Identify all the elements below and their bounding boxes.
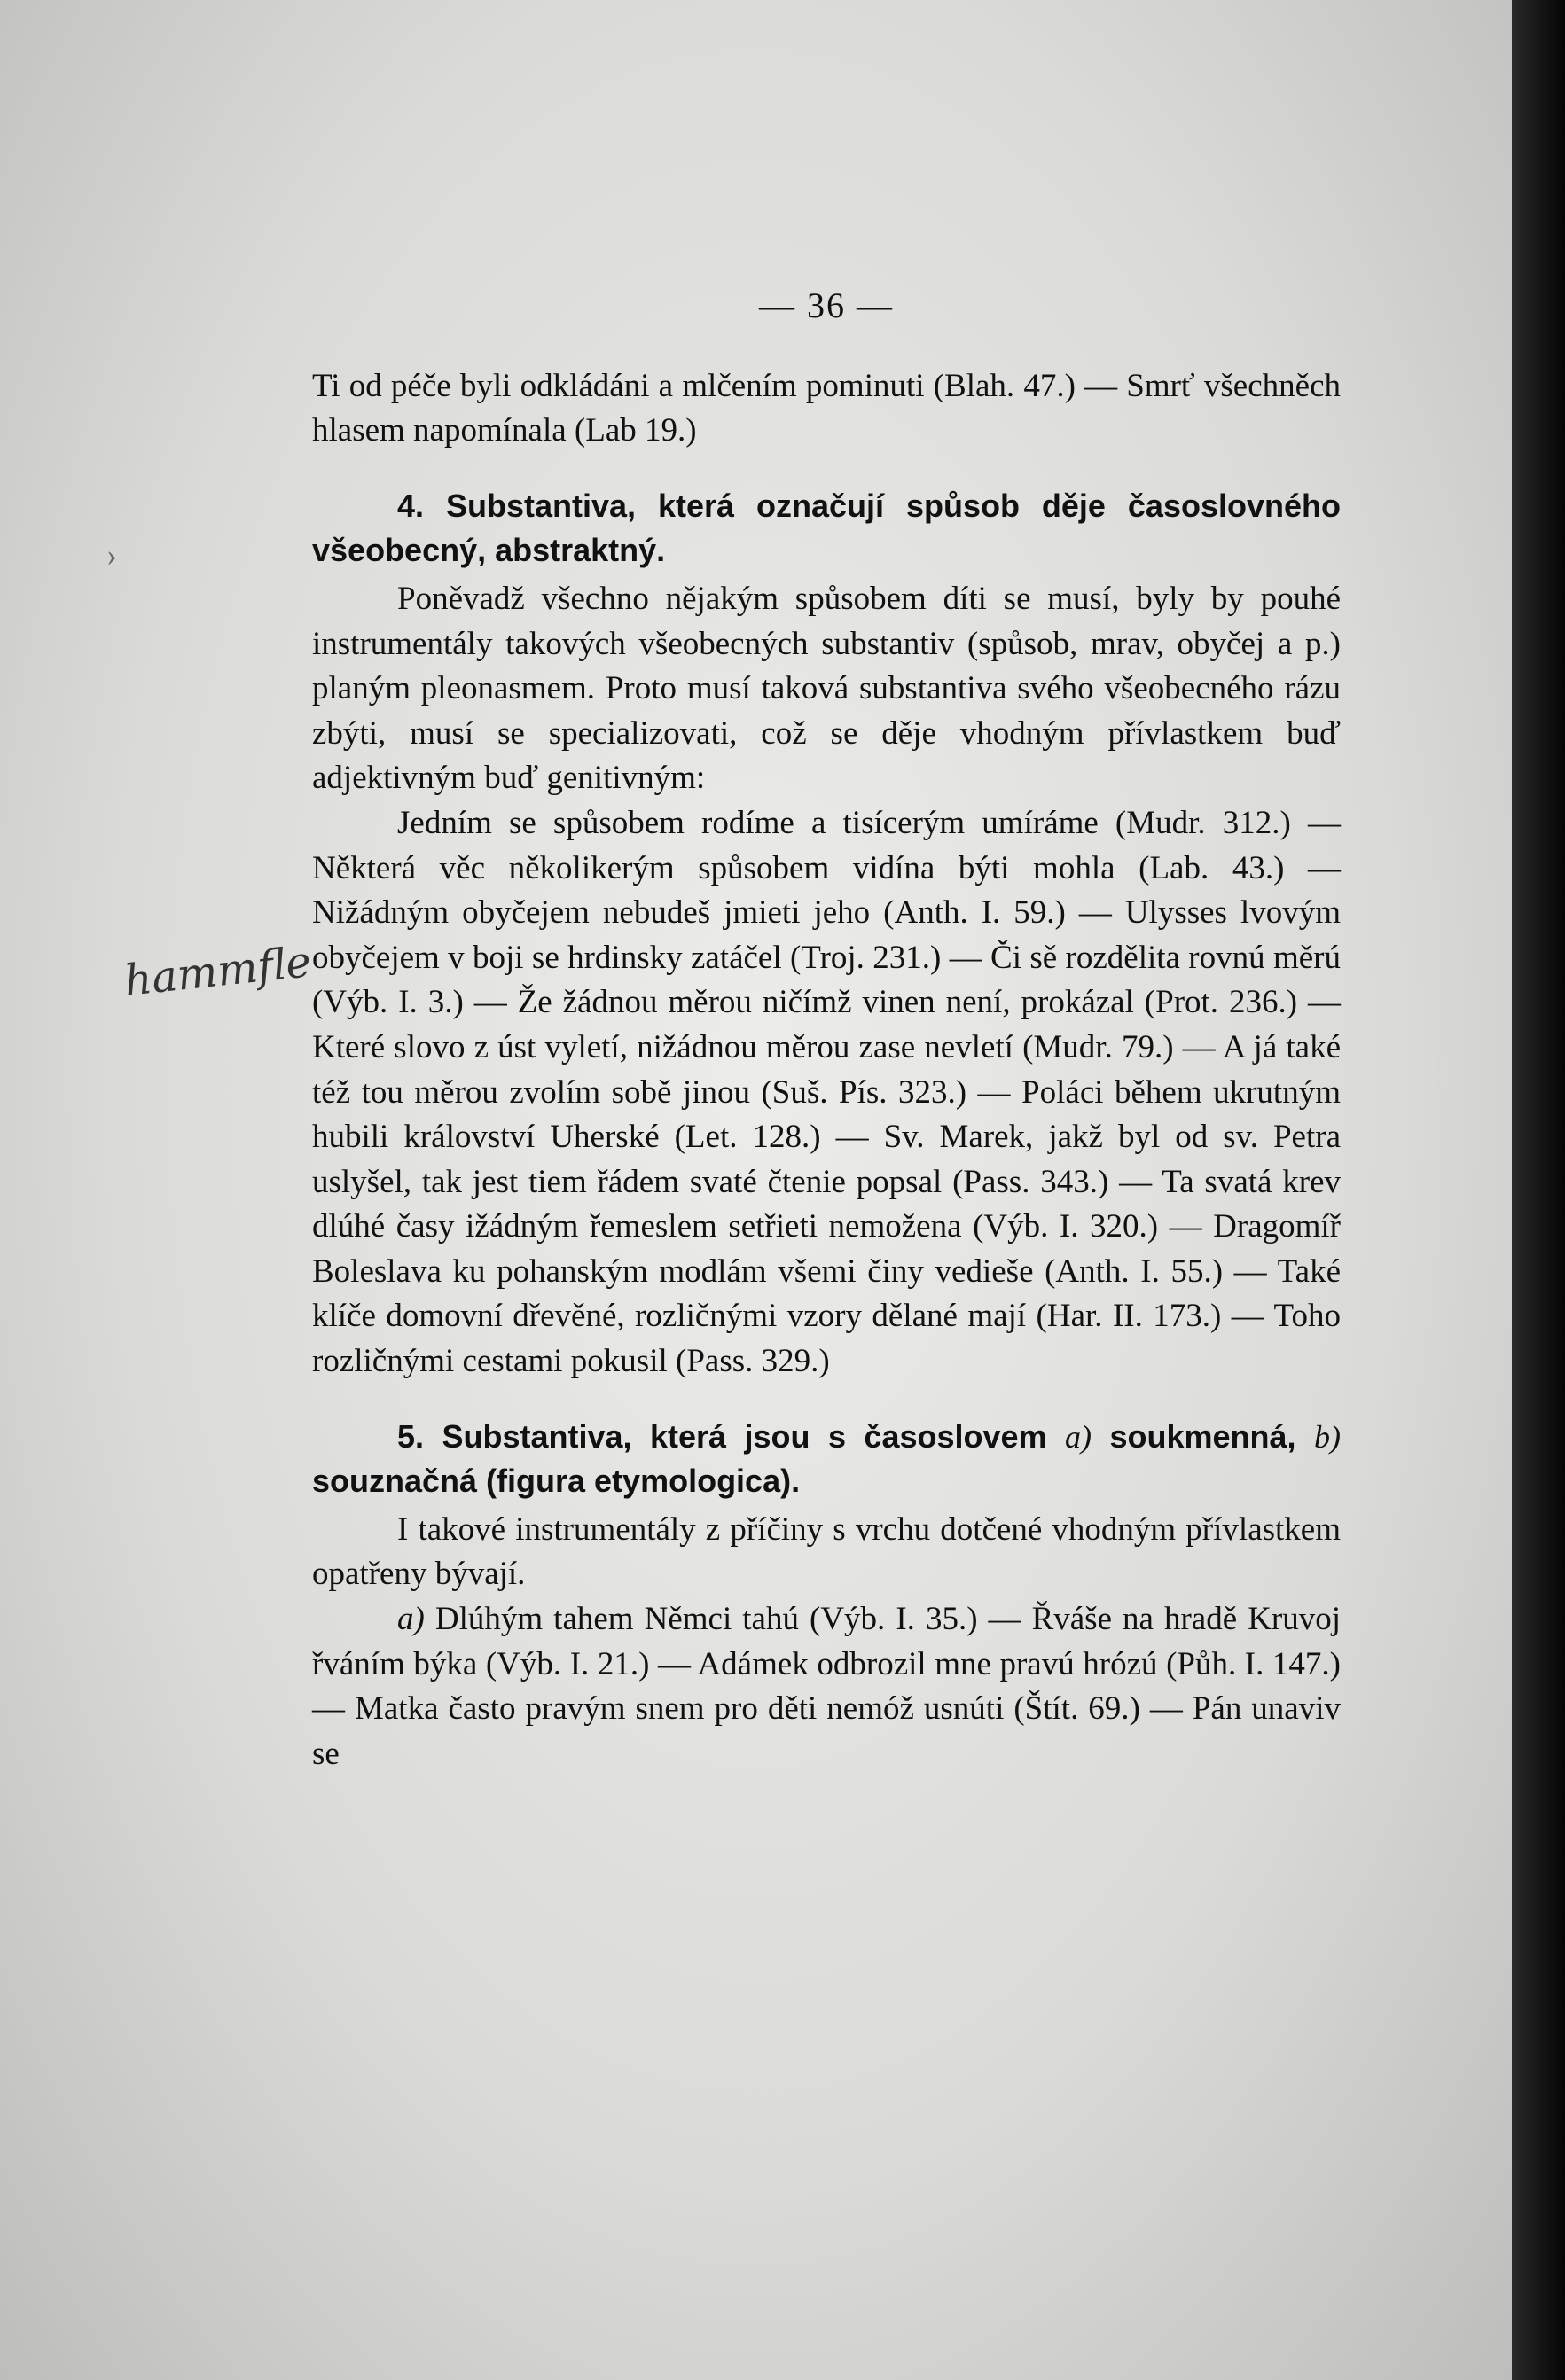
section-title: Substantiva, která označují spůsob děje časoslovného všeobecný, abstraktný. (312, 487, 1341, 569)
text-block (312, 284, 1341, 1776)
section-title-part-c: souznačná (figura etymologica). (312, 1463, 801, 1500)
handwritten-margin-note: hammfle (121, 937, 314, 1006)
paragraph-5-text: Dlúhým tahem Němci tahú (Výb. I. 35.) — Řváše na hradě Kruvoj řváním býka (Výb. I. 21.) — Adámek odbrozil mne pravú hrózú (Půh. I. 147.) — Matka často pravým snem pro děti nemóž usnúti (Štít. 69.) — Pán unaviv se (312, 1601, 1342, 1772)
section-number: 5. (397, 1417, 425, 1455)
section-title-part-b: soukmenná, (1109, 1417, 1296, 1455)
paragraph-3-examples: Jedním se spůsobem rodíme a tisícerým umíráme (Mudr. 312.) — Některá věc několikerým spůsobem vidína býti mohla (Lab. 43.) — Nižádným obyčejem nebudeš jmieti jeho (Anth. I. 59.) — Ulysses lvovým obyčejem v boji se hrdinsky zatáčel (Troj. 231.) — Či sě rozdělita rovnú měrú (Výb. I. 3.) — Že žádnou měrou ničímž vinen není, prokázal (Prot. 236.) — Které slovo z úst vyletí, nižádnou měrou zase nevletí (Mudr. 79.) — A já také též tou měrou zvolím sobě jinou (Suš. Pís. 323.) — Poláci během ukrutným hubili království Uherské (Let. 128.) — Sv. Marek, jakž byl od sv. Petra uslyšel, tak jest tiem řádem svaté čtenie popsal (Pass. 343.) — Ta svatá krev dlúhé časy ižádným řemeslem setřieti nemožena (Výb. I. 320.) — Dragomíř Boleslava ku pohanským modlám všemi činy vedieše (Anth. I. 55.) — Také klíče domovní dřevěné, rozličnými vzory dělané mají (Har. II. 173.) — Toho rozličnými cestami pokusil (Pass. 329.) (312, 804, 1341, 1380)
section-heading-5 (312, 1415, 1341, 1504)
paragraph-2: Poněvadž všechno nějakým spůsobem díti se musí, byly by pouhé instrumentály takových všeobecných substantiv (spůsob, mrav, obyčej a p.) planým pleonasmem. Proto musí taková substantiva svého všeobecného rázu zbýti, musí se specializovati, což se děje vhodným přívlastkem buď adjektivným buď genitivným: (312, 580, 1341, 797)
section-title-part-a: Substantiva, která jsou s časoslovem (442, 1417, 1047, 1455)
paragraph-4: I takové instrumentály z příčiny s vrchu dotčené vhodným přívlastkem opatřeny bývají. (312, 1510, 1341, 1593)
section-heading-4 (312, 484, 1341, 574)
example-label-a: a) (397, 1601, 425, 1638)
label-a: a) (1065, 1418, 1092, 1455)
scan-dark-edge (1512, 0, 1565, 2380)
section-number: 4. (397, 487, 425, 524)
page-number: — 36 — (759, 285, 894, 325)
margin-arrow-mark: › (106, 537, 117, 573)
paragraph-5-examples (312, 1597, 1341, 1776)
label-b: b) (1313, 1418, 1341, 1455)
paragraph-1: Ti od péče byli odkládáni a mlčením pominuti (Blah. 47.) — Smrť všechněch hlasem napomínala (Lab 19.) (312, 367, 1341, 449)
